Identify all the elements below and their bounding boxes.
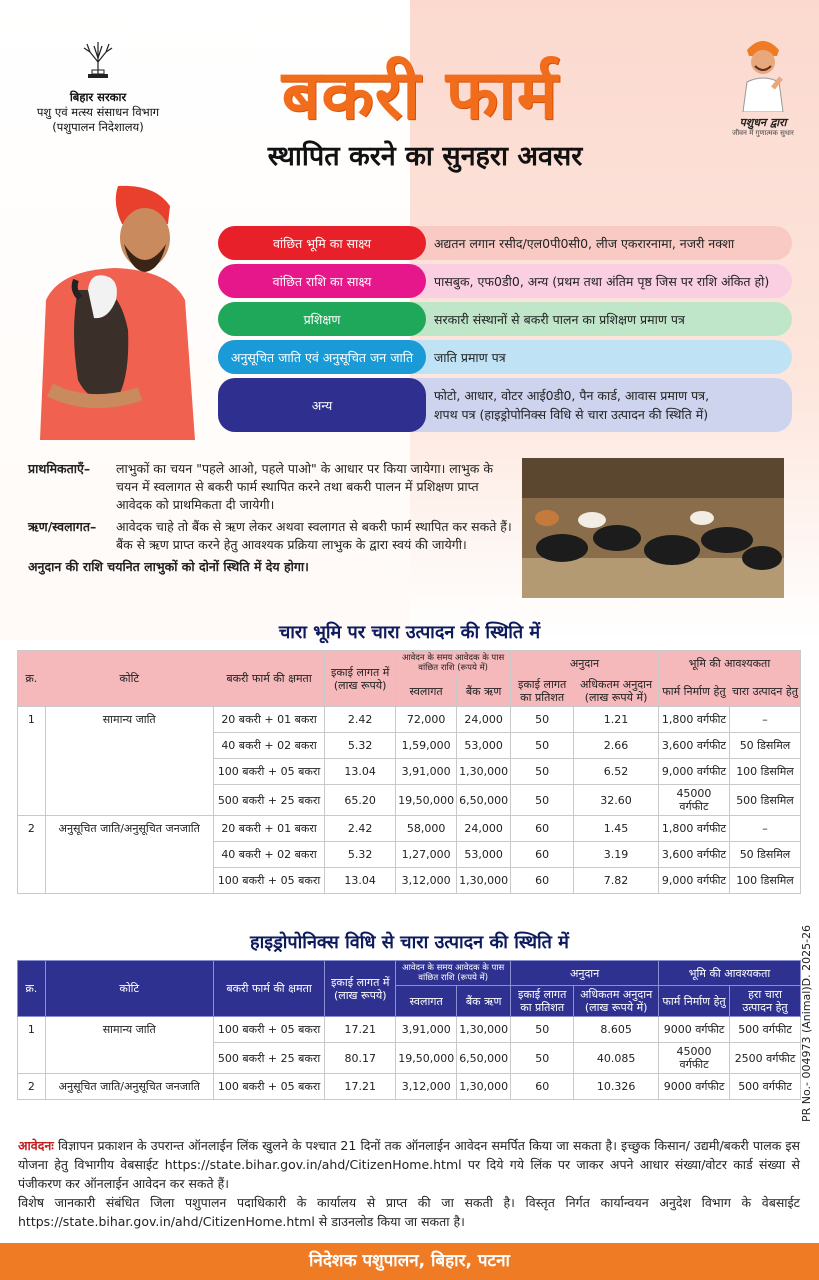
- col-group-amount: आवेदन के समय आवेदक के पास वांछित राशि (रूपये में): [396, 961, 511, 986]
- criteria-value-line: पासबुक, एफ0डी0, अन्य (प्रथम तथा अंतिम पृष्ठ जिस पर राशि अंकित हो): [434, 273, 770, 289]
- table-cell: 20 बकरी + 01 बकरा: [213, 816, 324, 842]
- table-cell: 9,000 वर्गफीट: [658, 868, 729, 894]
- priorities-section: [28, 460, 518, 576]
- loan-label: ऋण/स्वलागत–: [28, 519, 97, 534]
- table-cell: 72,000: [396, 707, 457, 733]
- table-cell: 500 वर्गफीट: [730, 1017, 801, 1043]
- table-cell: 100 बकरी + 05 बकरा: [213, 868, 324, 894]
- table-cell: 500 बकरी + 25 बकरा: [213, 785, 324, 816]
- table-row: [18, 707, 801, 733]
- loan-row: [28, 518, 518, 554]
- table2-title: हाइड्रोपोनिक्स विधि से चारा उत्पादन की स्थिति में: [250, 932, 569, 953]
- table-cell: 50: [511, 759, 574, 785]
- table-cell: 65.20: [325, 785, 396, 816]
- col-capacity: बकरी फार्म की क्षमता: [213, 961, 324, 1017]
- table-cell: 53,000: [457, 842, 511, 868]
- table-cell: 50 डिसमिल: [729, 842, 800, 868]
- subsidy-note: अनुदान की राशि चयनित लाभुकों को दोनों स्थिति में देय होगा।: [28, 559, 309, 574]
- table-cell: 5.32: [325, 842, 396, 868]
- col-sn: क्र.: [18, 651, 46, 707]
- col-unit-cost: इकाई लागत में (लाख रूपये): [325, 651, 396, 707]
- table-cell: 40 बकरी + 02 बकरा: [213, 733, 324, 759]
- loan-text: आवेदक चाहे तो बैंक से ऋण लेकर अथवा स्वलागत से बकरी फार्म स्थापित कर सकते हैं। बैंक से ऋण प्राप्त करने हेतु आवश्यक प्रक्रिया लाभुक के द्वारा स्वयं की जायेगी।: [116, 519, 512, 552]
- criteria-label: अनुसूचित जाति एवं अनुसूचित जन जाति: [218, 340, 426, 374]
- goat-herd-photo: [522, 458, 784, 598]
- table-cell: 32.60: [574, 785, 659, 816]
- table-cell: 80.17: [325, 1043, 396, 1074]
- col-pct: इकाई लागत का प्रतिशत: [511, 986, 574, 1017]
- fodder-land-table: [17, 650, 801, 894]
- row-sn: 2: [18, 816, 46, 894]
- table-cell: 100 डिसमिल: [729, 868, 800, 894]
- hydroponics-table: [17, 960, 801, 1100]
- criteria-row: [218, 378, 792, 432]
- row-sn: 2: [18, 1074, 46, 1100]
- criteria-row: [218, 226, 792, 260]
- criteria-value: [426, 386, 792, 424]
- table-cell: 9,000 वर्गफीट: [658, 759, 729, 785]
- priority-row: [28, 460, 518, 514]
- col-fodder: चारा उत्पादन हेतु: [729, 676, 800, 707]
- col-unit-cost: इकाई लागत में (लाख रूपये): [325, 961, 396, 1017]
- table-cell: 9000 वर्गफीट: [659, 1017, 730, 1043]
- table-cell: 2.66: [574, 733, 659, 759]
- table-cell: 500 वर्गफीट: [730, 1074, 801, 1100]
- col-max: अधिकतम अनुदान (लाख रूपये में): [574, 986, 659, 1017]
- table-cell: 1,800 वर्गफीट: [658, 816, 729, 842]
- col-self: स्वलागत: [396, 986, 457, 1017]
- col-bank: बैंक ऋण: [457, 676, 511, 707]
- table-row: [18, 816, 801, 842]
- govt-logo-block: [18, 38, 178, 135]
- criteria-value: [426, 272, 792, 291]
- criteria-value-line: सरकारी संस्थानों से बकरी पालन का प्रशिक्षण प्रमाण पत्र: [434, 311, 685, 327]
- criteria-row: [218, 264, 792, 298]
- table-row: [18, 1074, 801, 1100]
- table-cell: 6,50,000: [457, 1043, 511, 1074]
- farmer-with-goat-image: [20, 180, 210, 440]
- col-bank: बैंक ऋण: [457, 986, 511, 1017]
- criteria-value-line: शपथ पत्र (हाइड्रोपोनिक्स विधि से चारा उत्पादन की स्थिति में): [434, 407, 709, 422]
- table-cell: 10.326: [574, 1074, 659, 1100]
- contact-text: विशेष जानकारी संबंधित जिला पशुपालन पदाधिकारी के कार्यालय से प्राप्त की जा सकती है। विस्तृत निर्गत कार्यान्वयन अनुदेश विभाग के वेबसाईट https://state.bihar.gov.in/ahd/CitizenHome.html से डाउनलोड किया जा सकता है।: [18, 1195, 800, 1229]
- table-cell: 3,600 वर्गफीट: [658, 733, 729, 759]
- row-category: सामान्य जाति: [45, 1017, 213, 1074]
- criteria-value-line: अद्यतन लगान रसीद/एल0पी0सी0, लीज एकरारनामा, नजरी नक्शा: [434, 235, 735, 251]
- table-cell: 100 बकरी + 05 बकरा: [213, 1074, 324, 1100]
- row-sn: 1: [18, 707, 46, 816]
- table-cell: 19,50,000: [396, 1043, 457, 1074]
- col-self: स्वलागत: [396, 676, 457, 707]
- table1-title: चारा भूमि पर चारा उत्पादन की स्थिति में: [278, 622, 541, 643]
- table-cell: 1.21: [574, 707, 659, 733]
- table-cell: 3,91,000: [396, 1017, 457, 1043]
- criteria-label: अन्य: [218, 378, 426, 432]
- table-cell: 500 बकरी + 25 बकरा: [213, 1043, 324, 1074]
- criteria-label: वांछित भूमि का साक्ष्य: [218, 226, 426, 260]
- col-max: अधिकतम अनुदान (लाख रूपये में): [574, 676, 659, 707]
- criteria-row: [218, 340, 792, 374]
- table-cell: 1,30,000: [457, 759, 511, 785]
- mascot-tagline: पशुधन द्वारा: [739, 116, 787, 129]
- col-group-amount: आवेदन के समय आवेदक के पास वांछित राशि (रूपये में): [396, 651, 511, 676]
- table-cell: 45000 वर्गफीट: [658, 785, 729, 816]
- table-cell: 100 बकरी + 05 बकरा: [213, 759, 324, 785]
- table-cell: 9000 वर्गफीट: [659, 1074, 730, 1100]
- col-group-land: भूमि की आवश्यकता: [658, 651, 800, 676]
- pr-number: PR No.- 004973 (Animal)D. 2025-26: [800, 924, 813, 1122]
- table-cell: 20 बकरी + 01 बकरा: [213, 707, 324, 733]
- org-line2: पशु एवं मत्स्य संसाधन विभाग: [36, 105, 160, 119]
- table-cell: 40 बकरी + 02 बकरा: [213, 842, 324, 868]
- table-cell: 2.42: [325, 707, 396, 733]
- table-cell: 1,30,000: [457, 1074, 511, 1100]
- priority-text: लाभुकों का चयन "पहले आओ, पहले पाओ" के आधार पर किया जायेगा। लाभुक के चयन में स्वलागत से बकरी फार्म स्थापित करने तथा बकरी पालन में प्रशिक्षण प्राप्त आवेदक को प्राथमिकता दी जायेगी।: [116, 461, 493, 512]
- table-cell: 58,000: [396, 816, 457, 842]
- mascot-logo-block: [718, 30, 808, 138]
- apply-label: आवेदनः: [18, 1138, 54, 1153]
- col-category: कोटि: [45, 651, 213, 707]
- table-cell: 50: [511, 1043, 574, 1074]
- table-cell: 40.085: [574, 1043, 659, 1074]
- table-cell: 60: [511, 868, 574, 894]
- footer-banner: निदेशक पशुपालन, बिहार, पटना: [0, 1243, 819, 1280]
- col-capacity: बकरी फार्म की क्षमता: [213, 651, 324, 707]
- mascot-subline: जीवन में गुणात्मक सुधार: [732, 129, 794, 137]
- criteria-label: वांछित राशि का साक्ष्य: [218, 264, 426, 298]
- table-cell: 50: [511, 707, 574, 733]
- col-green-fodder: हरा चारा उत्पादन हेतु: [730, 986, 801, 1017]
- table-cell: 3,600 वर्गफीट: [658, 842, 729, 868]
- table-cell: 7.82: [574, 868, 659, 894]
- criteria-value-line: जाति प्रमाण पत्र: [434, 349, 506, 365]
- farmer-mascot-icon: [733, 30, 793, 112]
- table-cell: 19,50,000: [396, 785, 457, 816]
- table-cell: 50: [511, 1017, 574, 1043]
- col-farm: फार्म निर्माण हेतु: [659, 986, 730, 1017]
- table-cell: 1,27,000: [396, 842, 457, 868]
- priority-label: प्राथमिकताएँ–: [28, 461, 91, 476]
- org-line3: (पशुपालन निदेशालय): [52, 120, 144, 134]
- table-cell: 45000 वर्गफीट: [659, 1043, 730, 1074]
- col-category: कोटि: [45, 961, 213, 1017]
- col-sn: क्र.: [18, 961, 46, 1017]
- table-cell: 6,50,000: [457, 785, 511, 816]
- table-cell: 60: [511, 842, 574, 868]
- criteria-value: [426, 310, 792, 329]
- table-cell: 6.52: [574, 759, 659, 785]
- table-cell: 24,000: [457, 707, 511, 733]
- table-cell: 1,800 वर्गफीट: [658, 707, 729, 733]
- page-title: बकरी फार्म: [281, 56, 559, 135]
- apply-text: विज्ञापन प्रकाशन के उपरान्त ऑनलाईन लिंक खुलने के पश्चात 21 दिनों तक ऑनलाईन आवेदन समर्पित किया जा सकता है। इच्छुक किसान/ उद्यमी/बकरी पालक इस योजना हेतु विभागीय वेबसाईट https://state.bihar.gov.in/ahd/CitizenHome.html पर दिये गये लिंक पर जाकर अपने आधार संख्या/वोटर कार्ड संख्या से पंजीकरण कर ऑनलाईन आवेदन कर सकते हैं।: [18, 1138, 800, 1191]
- table-cell: 2500 वर्गफीट: [730, 1043, 801, 1074]
- table-cell: 3,91,000: [396, 759, 457, 785]
- table-row: [18, 1017, 801, 1043]
- table-cell: 100 बकरी + 05 बकरा: [213, 1017, 324, 1043]
- row-category: सामान्य जाति: [45, 707, 213, 816]
- bodhi-tree-emblem-icon: [78, 38, 118, 82]
- table-cell: 24,000: [457, 816, 511, 842]
- page-subtitle: स्थापित करने का सुनहरा अवसर: [267, 141, 583, 172]
- criteria-value-line: फोटो, आधार, वोटर आई0डी0, पैन कार्ड, आवास प्रमाण पत्र,: [434, 388, 710, 403]
- row-sn: 1: [18, 1017, 46, 1074]
- table-cell: 50 डिसमिल: [729, 733, 800, 759]
- table-cell: –: [729, 816, 800, 842]
- table-cell: 13.04: [325, 868, 396, 894]
- table-cell: 1,30,000: [457, 1017, 511, 1043]
- table-cell: 5.32: [325, 733, 396, 759]
- table-cell: 1,59,000: [396, 733, 457, 759]
- table-cell: 1.45: [574, 816, 659, 842]
- table-cell: 3,12,000: [396, 1074, 457, 1100]
- table-cell: 100 डिसमिल: [729, 759, 800, 785]
- table-cell: 2.42: [325, 816, 396, 842]
- table-cell: –: [729, 707, 800, 733]
- table-cell: 3,12,000: [396, 868, 457, 894]
- criteria-label: प्रशिक्षण: [218, 302, 426, 336]
- table-cell: 60: [511, 1074, 574, 1100]
- table-cell: 50: [511, 733, 574, 759]
- table-cell: 8.605: [574, 1017, 659, 1043]
- row-category: अनुसूचित जाति/अनुसूचित जनजाति: [45, 1074, 213, 1100]
- table-cell: 50: [511, 785, 574, 816]
- criteria-row: [218, 302, 792, 336]
- col-pct: इकाई लागत का प्रतिशत: [511, 676, 574, 707]
- table-cell: 60: [511, 816, 574, 842]
- table-cell: 13.04: [325, 759, 396, 785]
- criteria-value: [426, 348, 792, 367]
- table-cell: 17.21: [325, 1017, 396, 1043]
- col-group-subsidy: अनुदान: [511, 651, 659, 676]
- col-farm: फार्म निर्माण हेतु: [658, 676, 729, 707]
- col-group-land: भूमि की आवश्यकता: [659, 961, 801, 986]
- table-cell: 3.19: [574, 842, 659, 868]
- row-category: अनुसूचित जाति/अनुसूचित जनजाति: [45, 816, 213, 894]
- org-line1: बिहार सरकार: [69, 90, 127, 104]
- table-cell: 1,30,000: [457, 868, 511, 894]
- criteria-value: [426, 234, 792, 253]
- table-cell: 500 डिसमिल: [729, 785, 800, 816]
- application-info: [18, 1136, 800, 1231]
- col-group-subsidy: अनुदान: [511, 961, 659, 986]
- table-cell: 53,000: [457, 733, 511, 759]
- table-cell: 17.21: [325, 1074, 396, 1100]
